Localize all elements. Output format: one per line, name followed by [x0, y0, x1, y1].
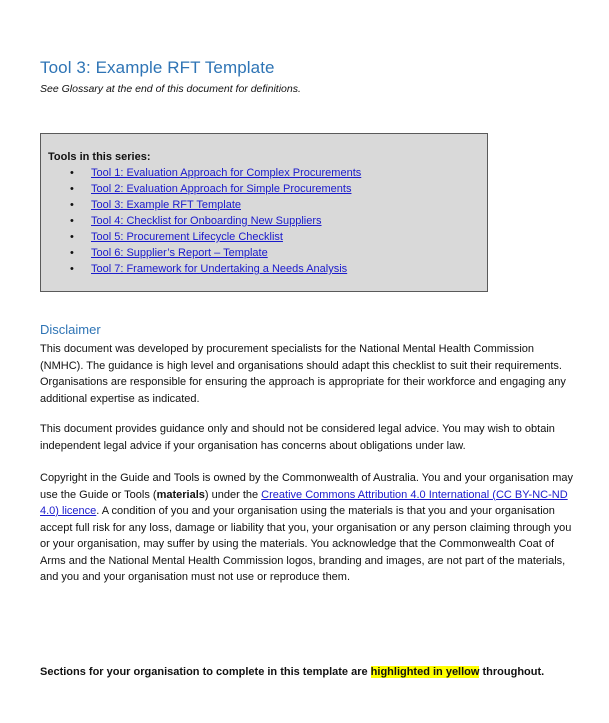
copyright-text-3: . A condition of you and your organisation using the materials is that you and your organisation accept full risk for any loss, damage or liability that you, your organisation or any person claiming through you or your organisation, may suffer by using the materials. You acknowledge that the Commonwealth Coat of Arms and the National Mental Health Commission logos, branding and images, are not part of the materials, and you and your organisation must not use or reproduce them. [40, 505, 572, 583]
licence-link[interactable]: Creative Commons Attribution 4.0 International (CC BY-NC-ND 4.0) licence [40, 488, 568, 517]
disclaimer-heading: Disclaimer [40, 322, 101, 337]
document-subtitle: See Glossary at the end of this document for definitions. [40, 83, 301, 95]
tools-list [48, 165, 487, 277]
tool-link-4[interactable]: Tool 4: Checklist for Onboarding New Suppliers [91, 215, 322, 227]
tools-series-heading: Tools in this series: [48, 151, 151, 163]
tool-link-2[interactable]: Tool 2: Evaluation Approach for Simple Procurements [91, 183, 352, 195]
copyright-text-2: ) under the [204, 488, 262, 501]
tool-link-7[interactable]: Tool 7: Framework for Undertaking a Needs Analysis [91, 263, 348, 275]
tool-link-5[interactable]: Tool 5: Procurement Lifecycle Checklist [91, 231, 283, 243]
list-item [48, 197, 487, 213]
tools-series-box [40, 133, 488, 292]
tool-link-1[interactable]: Tool 1: Evaluation Approach for Complex Procurements [91, 167, 362, 179]
list-item [48, 213, 487, 229]
highlight-note-text-1: Sections for your organisation to complete in this template are [40, 666, 371, 678]
highlight-note [40, 664, 544, 680]
list-item [48, 245, 487, 261]
list-item [48, 181, 487, 197]
bullet-icon: • [70, 247, 74, 259]
list-item [48, 229, 487, 245]
disclaimer-paragraph-2: This document provides guidance only and should not be considered legal advice. You may wish to obtain independent legal advice if your organisation has concerns about obligations under law. [40, 423, 555, 452]
copyright-text-1: Copyright in the Guide and Tools is owned by the Commonwealth of Australia. You and your organisation may use the Guide or Tools ( [40, 472, 574, 501]
list-item [48, 261, 487, 277]
bullet-icon: • [70, 263, 74, 275]
bullet-icon: • [70, 167, 74, 179]
disclaimer-paragraph-1: This document was developed by procurement specialists for the National Mental Health Commission (NMHC). The guidance is high level and organisations should adapt this checklist to suit their requirements. Organisations are responsible for ensuring the approach is appropriate for their workforce and engaging any additional expertise as indicated. [40, 343, 566, 405]
bullet-icon: • [70, 199, 74, 211]
materials-term: materials [156, 488, 205, 501]
list-item [48, 165, 487, 181]
bullet-icon: • [70, 183, 74, 195]
bullet-icon: • [70, 231, 74, 243]
document-title: Tool 3: Example RFT Template [40, 58, 275, 77]
bullet-icon: • [70, 215, 74, 227]
highlighted-text: highlighted in yellow [370, 666, 480, 678]
copyright-paragraph [40, 470, 575, 586]
tool-link-3[interactable]: Tool 3: Example RFT Template [91, 199, 241, 211]
tool-link-6[interactable]: Tool 6: Supplier’s Report – Template [91, 247, 268, 259]
highlight-note-text-2: throughout. [479, 666, 545, 678]
